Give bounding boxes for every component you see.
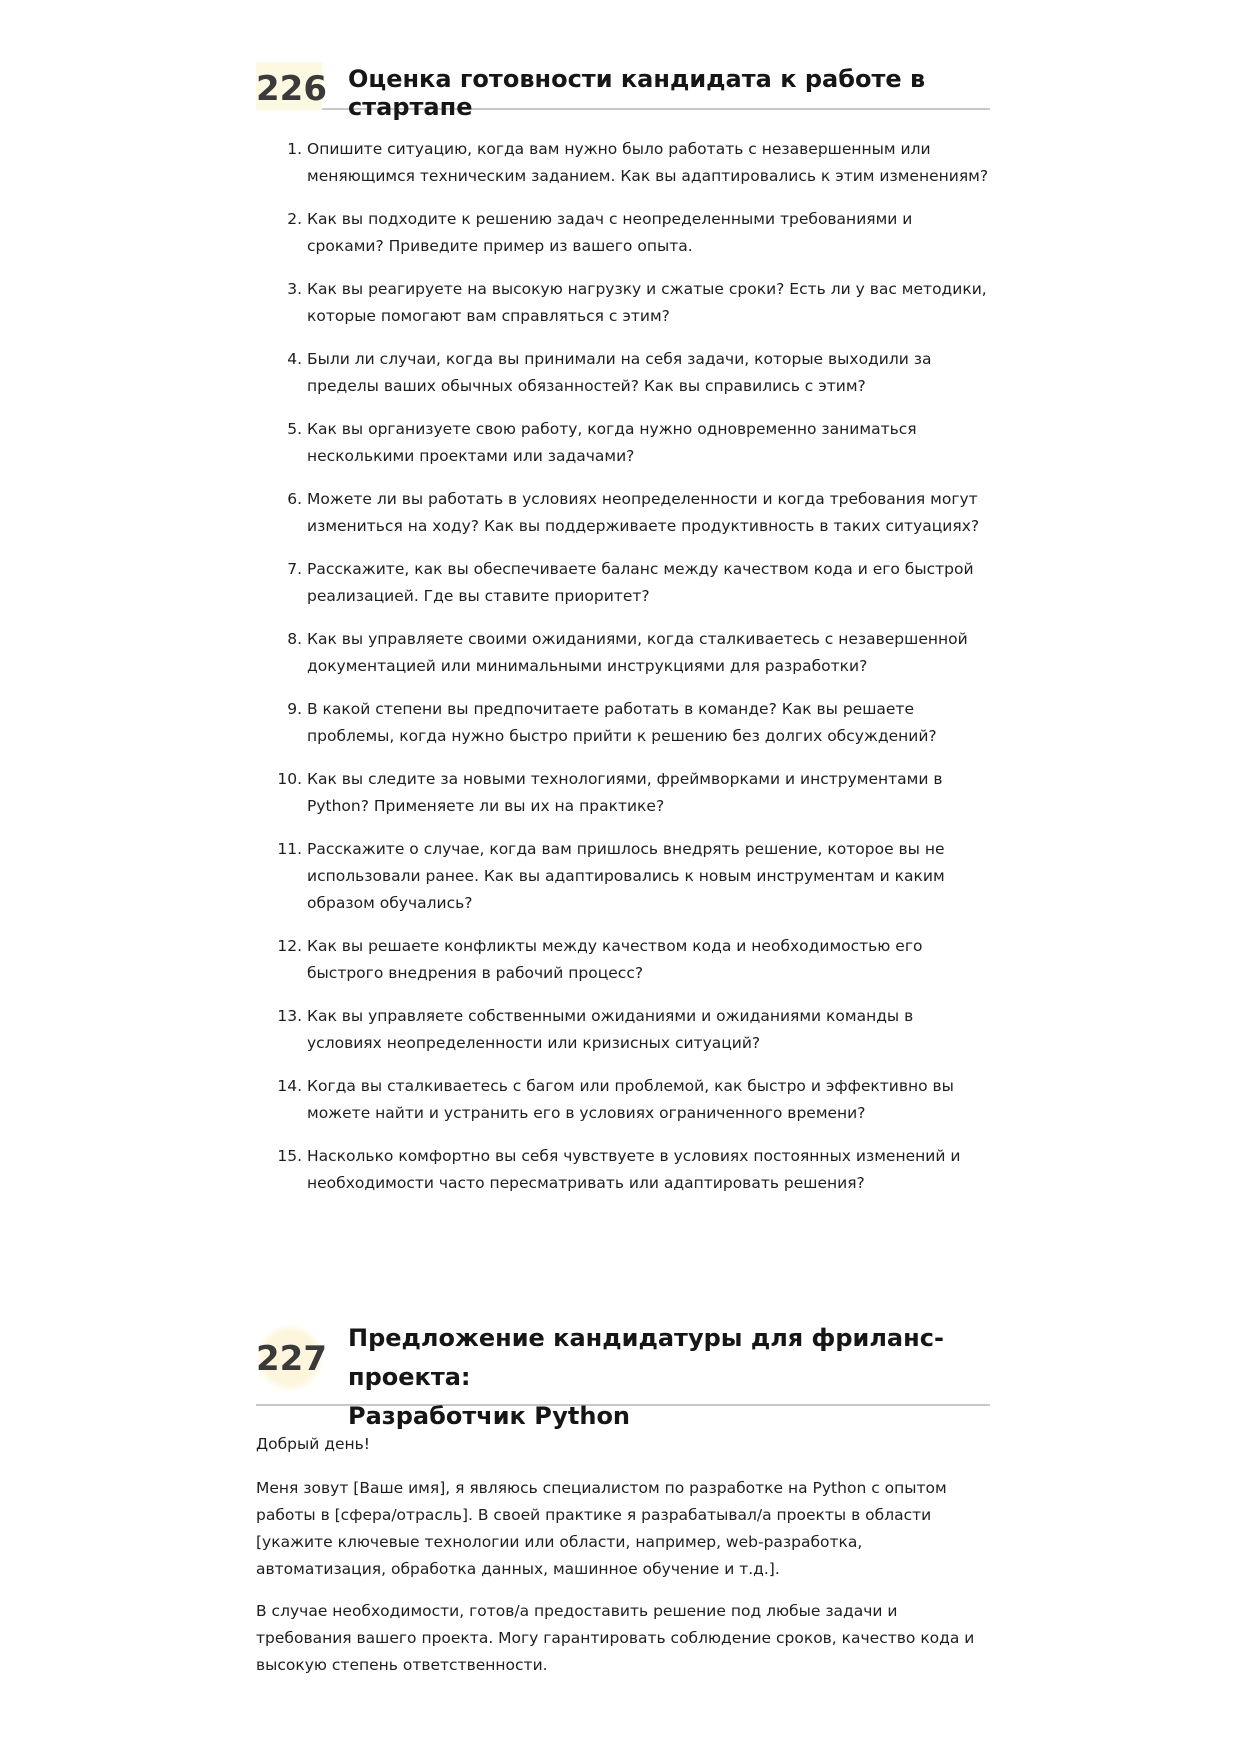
list-item	[266, 1143, 990, 1197]
list-item-text: Как вы организуете свою работу, когда нужно одновременно заниматься несколькими проектами или задачами?	[307, 420, 917, 465]
list-item-number: 8.	[287, 630, 302, 648]
list-item-text: В какой степени вы предпочитаете работать в команде? Как вы решаете проблемы, когда нужно быстро прийти к решению без долгих обсуждений?	[307, 700, 937, 745]
list-item	[266, 696, 990, 750]
section-226	[256, 58, 990, 1213]
section-226-header	[256, 58, 990, 121]
list-item-number: 9.	[287, 700, 302, 718]
list-item-number: 10.	[277, 770, 302, 788]
list-item-text: Как вы решаете конфликты между качеством кода и необходимостью его быстрого внедрения в рабочий процесс?	[307, 937, 923, 982]
list-item	[266, 626, 990, 680]
list-item	[266, 416, 990, 470]
list-item-text: Расскажите о случае, когда вам пришлось внедрять решение, которое вы не использовали ранее. Как вы адаптировались к новым инструментам и каким образом обучались?	[307, 840, 945, 912]
list-item-number: 12.	[277, 937, 302, 955]
list-item-text: Когда вы сталкиваетесь с багом или проблемой, как быстро и эффективно вы можете найти и устранить его в условиях ограниченного времени?	[307, 1077, 954, 1122]
list-item-text: Как вы управляете собственными ожиданиями и ожиданиями команды в условиях неопределенности или кризисных ситуаций?	[307, 1007, 914, 1052]
section-227-header	[256, 1316, 990, 1430]
list-item	[266, 933, 990, 987]
list-item-number: 15.	[277, 1147, 302, 1165]
list-item	[266, 1073, 990, 1127]
list-item	[266, 1003, 990, 1057]
list-item	[266, 836, 990, 917]
list-item	[266, 136, 990, 190]
list-item	[266, 766, 990, 820]
section-title: Оценка готовности кандидата к работе в стартапе	[348, 65, 926, 121]
section-number-badge: 226	[256, 62, 322, 110]
list-item-text: Насколько комфортно вы себя чувствуете в условиях постоянных изменений и необходимости часто пересматривать или адаптировать решения?	[307, 1147, 961, 1192]
section-title-line-1: Предложение кандидатуры для фриланс-проекта:	[348, 1324, 944, 1391]
list-item-text: Расскажите, как вы обеспечиваете баланс между качеством кода и его быстрой реализацией. Где вы ставите приоритет?	[307, 560, 974, 605]
list-item	[266, 346, 990, 400]
list-item-text: Можете ли вы работать в условиях неопределенности и когда требования могут измениться на ходу? Как вы поддерживаете продуктивность в таких ситуациях?	[307, 490, 980, 535]
list-item-number: 13.	[277, 1007, 302, 1025]
list-item-number: 1.	[287, 140, 302, 158]
list-item-number: 6.	[287, 490, 302, 508]
list-item-text: Как вы следите за новыми технологиями, фреймворками и инструментами в Python? Применяете ли вы их на практике?	[307, 770, 943, 815]
section-title-line-2: Разработчик Python	[348, 1402, 631, 1430]
list-item-text: Как вы реагируете на высокую нагрузку и сжатые сроки? Есть ли у вас методики, которые помогают вам справляться с этим?	[307, 280, 987, 325]
guarantee-paragraph: В случае необходимости, готов/а предоставить решение под любые задачи и требования вашего проекта. Могу гарантировать соблюдение сроков, качество кода и высокую степень ответственности.	[256, 1602, 975, 1674]
list-item-number: 7.	[287, 560, 302, 578]
section-title	[348, 1316, 990, 1436]
list-item	[266, 206, 990, 260]
section-227	[256, 1316, 990, 1679]
proposal-body	[256, 1431, 990, 1679]
list-item-number: 4.	[287, 350, 302, 368]
list-item	[266, 556, 990, 610]
intro-paragraph: Меня зовут [Ваше имя], я являюсь специалистом по разработке на Python с опытом работы в [сфера/отрасль]. В своей практике я разрабатывал/а проекты в области [укажите ключевые технологии или области, например, web-разработка, автоматизация, обработка данных, машинное обучение и т.д.].	[256, 1479, 947, 1578]
list-item-number: 5.	[287, 420, 302, 438]
list-item-text: Как вы подходите к решению задач с неопределенными требованиями и сроками? Приведите пример из вашего опыта.	[307, 210, 913, 255]
list-item-number: 11.	[277, 840, 302, 858]
greeting: Добрый день!	[256, 1435, 370, 1453]
list-item-number: 14.	[277, 1077, 302, 1095]
question-list	[266, 136, 990, 1197]
list-item-text: Как вы управляете своими ожиданиями, когда сталкиваетесь с незавершенной документацией или минимальными инструкциями для разработки?	[307, 630, 968, 675]
list-item-text: Опишите ситуацию, когда вам нужно было работать с незавершенным или меняющимся техническим заданием. Как вы адаптировались к этим изменениям?	[307, 140, 989, 185]
section-number-badge: 227	[256, 1324, 324, 1392]
list-item	[266, 276, 990, 330]
list-item-number: 3.	[287, 280, 302, 298]
list-item-text: Были ли случаи, когда вы принимали на себя задачи, которые выходили за пределы ваших обычных обязанностей? Как вы справились с этим?	[307, 350, 932, 395]
list-item-number: 2.	[287, 210, 302, 228]
list-item	[266, 486, 990, 540]
